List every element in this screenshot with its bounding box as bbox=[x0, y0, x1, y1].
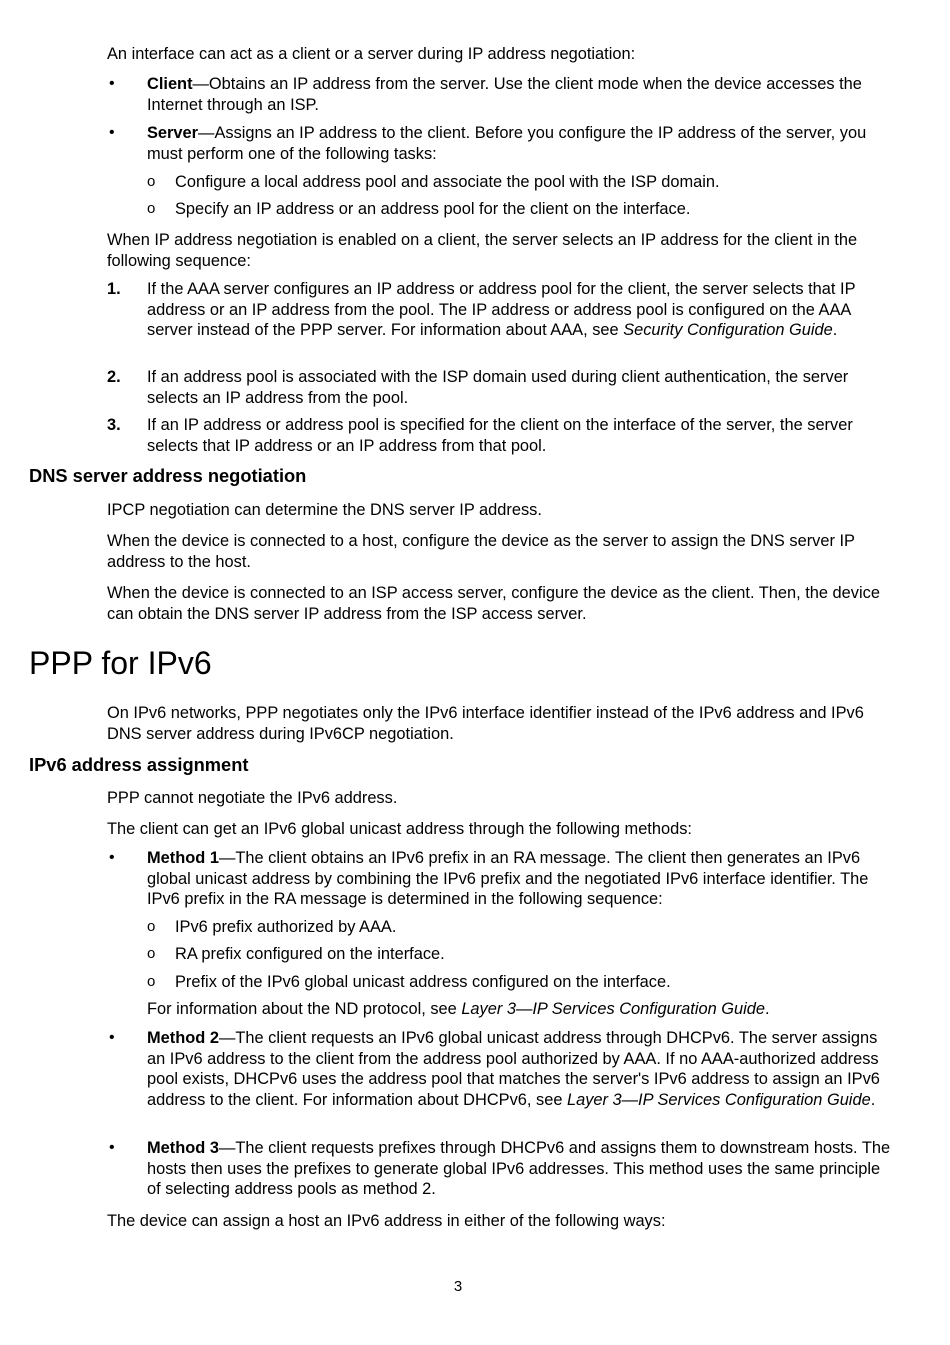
method-3-item bbox=[147, 1138, 897, 1200]
sequence-step-1 bbox=[147, 279, 897, 341]
ipv6-paragraph: On IPv6 networks, PPP negotiates only the IPv6 interface identifier instead of the IPv6 address and IPv6 DNS server address during IPv6CP negotiation. bbox=[107, 704, 864, 743]
server-task-2: Specify an IP address or an address pool for the client on the interface. bbox=[175, 200, 691, 218]
dns-paragraph-2: When the device is connected to a host, configure the device as the server to assign the DNS server IP address to the host. bbox=[107, 532, 855, 571]
client-list-item bbox=[147, 74, 897, 115]
assign-paragraph-3: The device can assign a host an IPv6 address in either of the following ways: bbox=[107, 1212, 666, 1230]
method-2-item bbox=[147, 1028, 897, 1110]
sequence-paragraph: When IP address negotiation is enabled on a client, the server selects an IP address for the client in the following sequence: bbox=[107, 231, 858, 270]
prefix-source-2: RA prefix configured on the interface. bbox=[175, 945, 445, 963]
nd-note-end: . bbox=[765, 1000, 770, 1018]
server-term: Server bbox=[147, 124, 199, 142]
method-2-guide-title: Layer 3—IP Services Configuration Guide bbox=[567, 1090, 871, 1109]
nd-note-guide-title: Layer 3—IP Services Configuration Guide bbox=[461, 1000, 765, 1018]
client-description: —Obtains an IP address from the server. Use the client mode when the device accesses the Internet through an ISP. bbox=[147, 75, 862, 114]
method-2-description: —The client requests an IPv6 global unicast address through DHCPv6. The server assigns an IPv6 address to the client from the address pool authorized by AAA. If no AAA-authorized address pool exists, DHCPv6 uses the address pool that matches the server's IPv6 address to assign an IPv6 address to the client. For information about DHCPv6, see bbox=[147, 1029, 880, 1109]
prefix-source-1: IPv6 prefix authorized by AAA. bbox=[175, 918, 397, 936]
nd-note-text: For information about the ND protocol, see bbox=[147, 1000, 462, 1018]
assign-paragraph-2: The client can get an IPv6 global unicast address through the following methods: bbox=[107, 820, 692, 838]
method-3-term: Method 3 bbox=[147, 1139, 219, 1157]
method-2-end: . bbox=[870, 1090, 876, 1109]
bullet: • bbox=[109, 75, 115, 92]
sequence-step-2: If an address pool is associated with the ISP domain used during client authentication, the server selects an IP address from the pool. bbox=[147, 368, 849, 407]
method-1-item bbox=[147, 848, 897, 910]
ppp-ipv6-heading: PPP for IPv6 bbox=[29, 645, 212, 681]
step-number: 2. bbox=[107, 368, 121, 386]
step-number: 3. bbox=[107, 416, 121, 434]
assign-paragraph-1: PPP cannot negotiate the IPv6 address. bbox=[107, 789, 398, 807]
bullet: • bbox=[109, 124, 115, 141]
method-1-description: —The client obtains an IPv6 prefix in an RA message. The client then generates an IPv6 global unicast address by combining the IPv6 prefix and the negotiated IPv6 interface identifier. The IPv6 prefix in the RA message is determined in the following sequence: bbox=[147, 849, 869, 908]
dns-paragraph-1: IPCP negotiation can determine the DNS server IP address. bbox=[107, 501, 542, 519]
method-3-description: —The client requests prefixes through DHCPv6 and assigns them to downstream hosts. The hosts then uses the prefixes to generate global IPv6 addresses. This method uses the same principle of selecting address pools as method 2. bbox=[147, 1139, 891, 1198]
server-description: —Assigns an IP address to the client. Before you configure the IP address of the server, you must perform one of the following tasks: bbox=[147, 124, 867, 163]
step-1-guide-title: Security Configuration Guide bbox=[623, 321, 833, 339]
nd-protocol-note bbox=[147, 999, 897, 1020]
sub-bullet: o bbox=[147, 200, 156, 217]
sub-bullet: o bbox=[147, 918, 156, 935]
client-term: Client bbox=[147, 75, 193, 93]
sub-bullet: o bbox=[147, 973, 156, 990]
bullet: • bbox=[109, 849, 115, 866]
bullet: • bbox=[109, 1139, 115, 1156]
step-1-text: If the AAA server configures an IP address or address pool for the client, the server selects that IP address or an IP address from the pool. The IP address or address pool is configured on the AAA server instead of the PPP server. For information about AAA, see bbox=[147, 280, 856, 339]
server-task-1: Configure a local address pool and associate the pool with the ISP domain. bbox=[175, 173, 720, 191]
method-1-term: Method 1 bbox=[147, 849, 219, 867]
dns-paragraph-3: When the device is connected to an ISP access server, configure the device as the client. Then, the device can obtain the DNS server IP address from the ISP access server. bbox=[107, 584, 880, 623]
ipv6-assignment-heading: IPv6 address assignment bbox=[29, 754, 249, 775]
server-list-item bbox=[147, 123, 897, 164]
sequence-step-3: If an IP address or address pool is specified for the client on the interface of the server, the server selects that IP address or an IP address from that pool. bbox=[147, 416, 853, 455]
method-2-term: Method 2 bbox=[147, 1029, 219, 1047]
intro-paragraph: An interface can act as a client or a server during IP address negotiation: bbox=[107, 45, 636, 63]
bullet: • bbox=[109, 1029, 115, 1046]
sub-bullet: o bbox=[147, 945, 156, 962]
sub-bullet: o bbox=[147, 173, 156, 190]
dns-heading: DNS server address negotiation bbox=[29, 465, 307, 486]
page-number: 3 bbox=[453, 1278, 463, 1295]
step-1-end: . bbox=[832, 321, 838, 339]
prefix-source-3: Prefix of the IPv6 global unicast address configured on the interface. bbox=[175, 973, 671, 991]
step-number: 1. bbox=[107, 280, 121, 298]
